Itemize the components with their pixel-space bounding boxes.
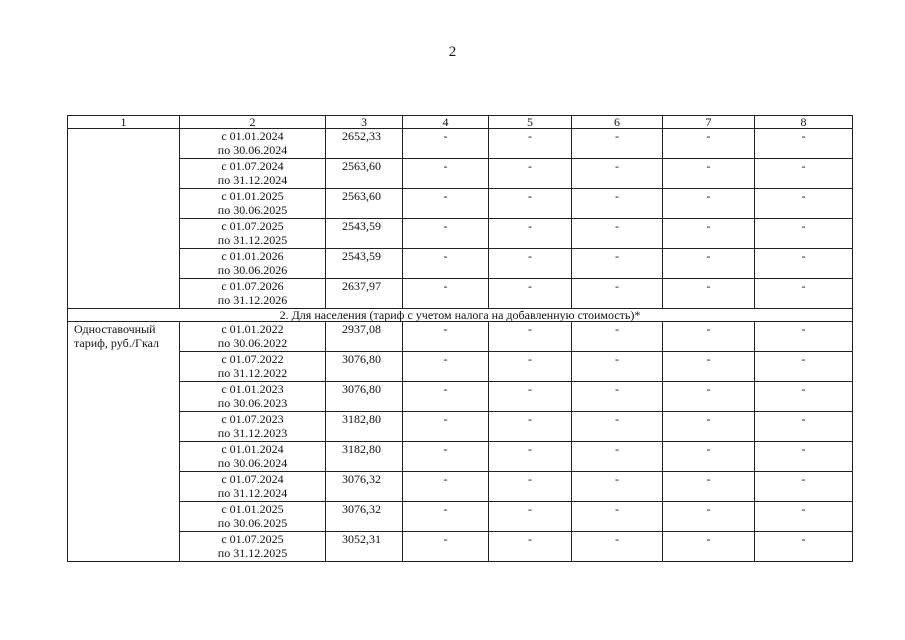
empty-dash: -	[572, 189, 663, 219]
empty-dash: -	[572, 382, 663, 412]
empty-name-cell	[68, 129, 180, 309]
empty-dash: -	[755, 382, 853, 412]
empty-dash: -	[663, 472, 755, 502]
table-row	[68, 129, 853, 159]
period-from: с 01.01.2024	[221, 129, 284, 143]
empty-dash: -	[755, 442, 853, 472]
empty-dash: -	[403, 532, 489, 562]
period-cell	[180, 472, 326, 502]
tariff-value: 3076,32	[326, 502, 403, 532]
table-row	[68, 322, 853, 352]
empty-dash: -	[403, 382, 489, 412]
period-from: с 01.01.2026	[221, 249, 284, 263]
empty-dash: -	[489, 219, 572, 249]
period-cell	[180, 532, 326, 562]
empty-dash: -	[403, 352, 489, 382]
column-number: 1	[68, 116, 180, 129]
empty-dash: -	[489, 532, 572, 562]
empty-dash: -	[489, 322, 572, 352]
period-to: по 30.06.2024	[217, 143, 288, 157]
empty-dash: -	[755, 219, 853, 249]
table-row	[68, 159, 853, 189]
column-number-row	[68, 116, 853, 129]
empty-dash: -	[755, 322, 853, 352]
tariff-value: 2563,60	[326, 189, 403, 219]
table-row	[68, 532, 853, 562]
empty-dash: -	[403, 322, 489, 352]
empty-dash: -	[572, 219, 663, 249]
empty-dash: -	[755, 472, 853, 502]
period-from: с 01.07.2023	[221, 412, 284, 426]
tariff-value: 3076,80	[326, 382, 403, 412]
empty-dash: -	[663, 322, 755, 352]
empty-dash: -	[572, 159, 663, 189]
period-cell	[180, 502, 326, 532]
tariff-value: 3052,31	[326, 532, 403, 562]
period-to: по 31.12.2024	[217, 173, 288, 187]
empty-dash: -	[663, 189, 755, 219]
tariff-value: 3076,80	[326, 352, 403, 382]
empty-dash: -	[403, 189, 489, 219]
period-to: по 31.12.2026	[217, 293, 288, 307]
table-row	[68, 352, 853, 382]
empty-dash: -	[489, 502, 572, 532]
empty-dash: -	[663, 219, 755, 249]
empty-dash: -	[403, 249, 489, 279]
empty-dash: -	[572, 352, 663, 382]
empty-dash: -	[755, 129, 853, 159]
empty-dash: -	[663, 502, 755, 532]
empty-dash: -	[663, 382, 755, 412]
empty-dash: -	[572, 129, 663, 159]
period-from: с 01.07.2024	[221, 159, 284, 173]
period-to: по 31.12.2024	[217, 486, 288, 500]
empty-dash: -	[489, 382, 572, 412]
empty-dash: -	[489, 442, 572, 472]
empty-dash: -	[489, 279, 572, 309]
empty-dash: -	[663, 249, 755, 279]
tariff-value: 3182,80	[326, 412, 403, 442]
period-from: с 01.07.2026	[221, 279, 284, 293]
period-cell	[180, 322, 326, 352]
empty-dash: -	[403, 472, 489, 502]
tariff-value: 2637,97	[326, 279, 403, 309]
period-cell	[180, 442, 326, 472]
section-row	[68, 309, 853, 322]
table-row	[68, 412, 853, 442]
column-number: 5	[489, 116, 572, 129]
period-to: по 30.06.2026	[217, 263, 288, 277]
empty-dash: -	[755, 352, 853, 382]
period-from: с 01.01.2025	[221, 189, 284, 203]
period-cell	[180, 352, 326, 382]
period-cell	[180, 249, 326, 279]
tariff-table	[67, 115, 853, 562]
period-cell	[180, 219, 326, 249]
table-row	[68, 382, 853, 412]
empty-dash: -	[755, 249, 853, 279]
period-from: с 01.07.2024	[221, 472, 284, 486]
period-cell	[180, 279, 326, 309]
empty-dash: -	[755, 159, 853, 189]
empty-dash: -	[755, 189, 853, 219]
tariff-value: 3076,32	[326, 472, 403, 502]
empty-dash: -	[489, 159, 572, 189]
column-number: 8	[755, 116, 853, 129]
period-to: по 31.12.2025	[217, 233, 288, 247]
tariff-value: 2563,60	[326, 159, 403, 189]
empty-dash: -	[663, 279, 755, 309]
period-cell	[180, 129, 326, 159]
empty-dash: -	[489, 249, 572, 279]
empty-dash: -	[403, 412, 489, 442]
tariff-table-body	[68, 116, 853, 562]
period-cell	[180, 159, 326, 189]
empty-dash: -	[403, 159, 489, 189]
page-number: 2	[448, 44, 457, 60]
empty-dash: -	[572, 532, 663, 562]
section-title: 2. Для населения (тариф с учетом налога на добавленную стоимость)*	[68, 309, 853, 322]
empty-dash: -	[663, 352, 755, 382]
column-number: 6	[572, 116, 663, 129]
tariff-value: 2543,59	[326, 219, 403, 249]
tariff-value: 2652,33	[326, 129, 403, 159]
period-from: с 01.07.2022	[221, 352, 284, 366]
period-from: с 01.01.2024	[221, 442, 284, 456]
empty-dash: -	[572, 502, 663, 532]
table-row	[68, 442, 853, 472]
period-from: с 01.01.2023	[221, 382, 284, 396]
empty-dash: -	[572, 412, 663, 442]
empty-dash: -	[403, 279, 489, 309]
period-to: по 31.12.2023	[217, 426, 288, 440]
empty-dash: -	[489, 189, 572, 219]
tariff-value: 2543,59	[326, 249, 403, 279]
period-from: с 01.01.2025	[221, 502, 284, 516]
table-row	[68, 502, 853, 532]
table-row	[68, 249, 853, 279]
empty-dash: -	[663, 129, 755, 159]
period-to: по 30.06.2024	[217, 456, 288, 470]
empty-dash: -	[572, 279, 663, 309]
period-cell	[180, 189, 326, 219]
empty-dash: -	[572, 442, 663, 472]
period-to: по 30.06.2022	[217, 336, 288, 350]
period-to: по 30.06.2025	[217, 203, 288, 217]
period-cell	[180, 382, 326, 412]
empty-dash: -	[572, 472, 663, 502]
table-row	[68, 279, 853, 309]
empty-dash: -	[663, 532, 755, 562]
empty-dash: -	[403, 129, 489, 159]
empty-dash: -	[489, 412, 572, 442]
empty-dash: -	[755, 502, 853, 532]
tariff-value: 2937,08	[326, 322, 403, 352]
tariff-value: 3182,80	[326, 442, 403, 472]
period-to: по 30.06.2023	[217, 396, 288, 410]
column-number: 2	[180, 116, 326, 129]
empty-dash: -	[755, 279, 853, 309]
empty-dash: -	[663, 412, 755, 442]
period-to: по 31.12.2025	[217, 546, 288, 560]
table-row	[68, 472, 853, 502]
column-number: 3	[326, 116, 403, 129]
empty-dash: -	[755, 412, 853, 442]
column-number: 4	[403, 116, 489, 129]
table-row	[68, 189, 853, 219]
period-to: по 30.06.2025	[217, 516, 288, 530]
empty-dash: -	[489, 472, 572, 502]
empty-dash: -	[572, 322, 663, 352]
period-cell	[180, 412, 326, 442]
empty-dash: -	[663, 442, 755, 472]
empty-dash: -	[403, 502, 489, 532]
empty-dash: -	[489, 352, 572, 382]
period-from: с 01.01.2022	[221, 322, 284, 336]
period-from: с 01.07.2025	[221, 219, 284, 233]
empty-dash: -	[403, 219, 489, 249]
period-from: с 01.07.2025	[221, 532, 284, 546]
empty-dash: -	[663, 159, 755, 189]
period-to: по 31.12.2022	[217, 366, 288, 380]
empty-dash: -	[403, 442, 489, 472]
table-row	[68, 219, 853, 249]
tariff-name: Одноставочный тариф, руб./Гкал	[68, 322, 180, 562]
empty-dash: -	[489, 129, 572, 159]
empty-dash: -	[572, 249, 663, 279]
empty-dash: -	[755, 532, 853, 562]
column-number: 7	[663, 116, 755, 129]
